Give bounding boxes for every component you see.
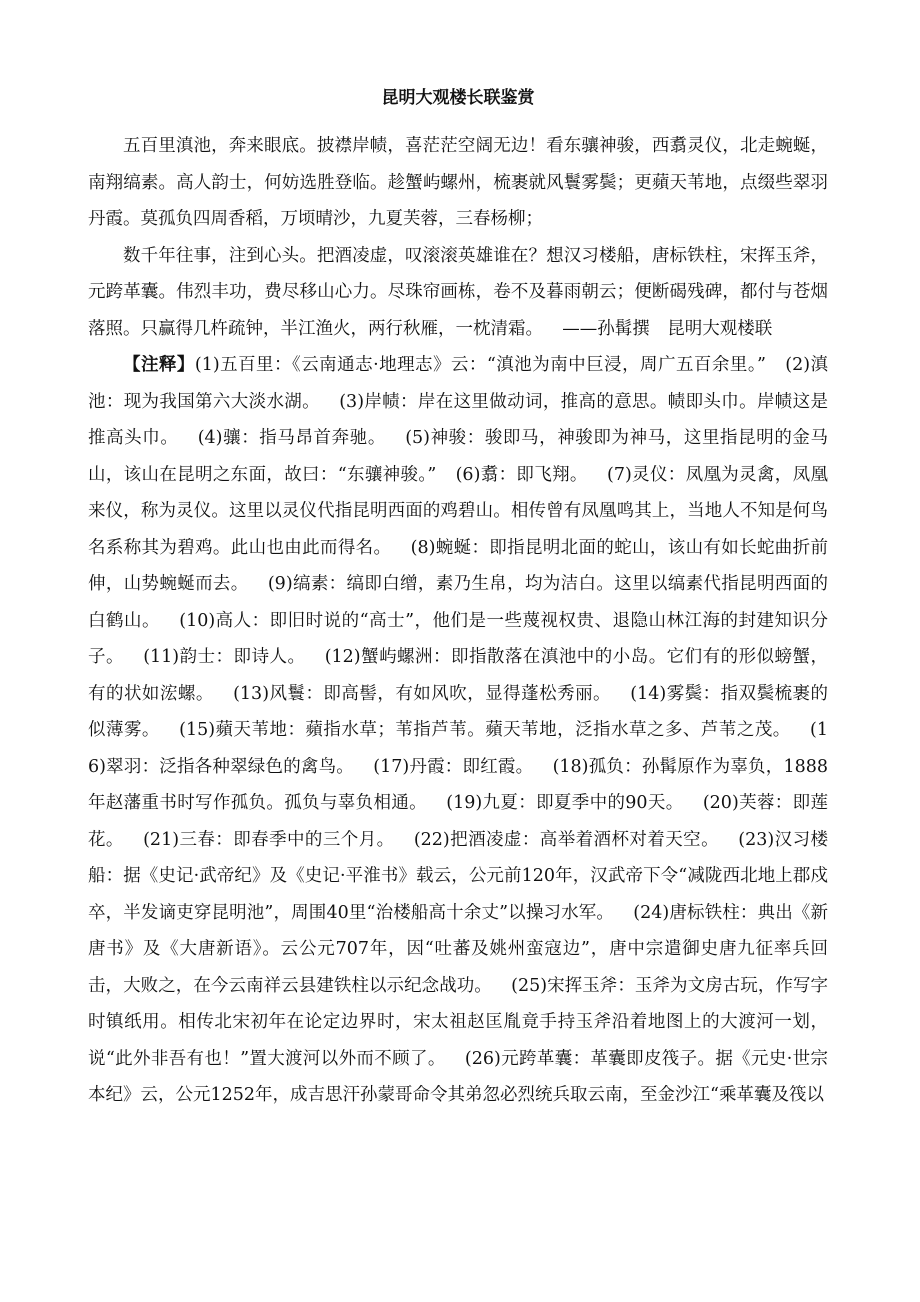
annotations-paragraph	[88, 347, 828, 1114]
annotation-item: (7)灵仪：凤凰为灵禽，凤凰来仪，称为灵仪。这里以灵仪代指昆明西面的鸡碧山。相传曾有凤凰鸣其上，当地人不知是何鸟名系称其为碧鸡。此山也由此而得名。	[88, 464, 828, 558]
annotation-item: (5)神骏：骏即马，神骏即为神马，这里指昆明的金马山，该山在昆明之东面，故曰：“东骧神骏。”	[88, 428, 829, 485]
annotation-item: (4)骧：指马昂首奔驰。	[197, 428, 386, 448]
annotation-item: (11)韵士：即诗人。	[143, 647, 306, 667]
annotations-label: 【注释】	[123, 355, 195, 375]
annotation-item: (12)蟹屿螺洲：即指散落在滇池中的小岛。它们有的形似螃蟹，有的状如浤螺。	[88, 647, 828, 704]
annotation-item: (2)滇池：现为我国第六大淡水湖。	[88, 355, 829, 412]
annotation-item: (6)翥：即飞翔。	[455, 464, 588, 485]
couplet-second-part	[88, 238, 828, 348]
annotation-item: (3)岸帻：岸在这里做动词，推高的意思。帻即头巾。岸帻这是推高头巾。	[88, 391, 828, 448]
annotation-item: (1)五百里：《云南通志·地理志》云：“滇池为南中巨浸，周广五百余里。”	[194, 355, 766, 375]
annotation-item: (8)蜿蜒：即指昆明北面的蛇山，该山有如长蛇曲折前伸，山势蜿蜒而去。	[88, 537, 829, 594]
couplet-attribution: ——孙髯撰 昆明大观楼联	[562, 318, 773, 339]
document-title: 昆明大观楼长联鉴赏	[381, 88, 535, 108]
annotation-item: (16)翠羽：泛指各种翠绿色的禽鸟。	[88, 720, 829, 777]
annotation-item: (10)高人：即旧时说的“高士”，他们是一些蔑视权贵、退隐山林江海的封建知识分子。	[88, 610, 828, 667]
annotation-item: (23)汉习楼船：据《史记·武帝纪》及《史记·平淮书》载云，公元前120年，汉武帝下令“减陇西北地上郡戍卒，半发谪吏穿昆明池”，周围40里“治楼船高十余丈”以操习水军。	[88, 829, 828, 923]
annotation-item: (26)元跨革囊：革囊即皮筏子。据《元史·世宗本纪》云，公元1252年，成吉思汗孙蒙哥命令其弟忽必烈统兵取云南，至金沙江“乘革囊及筏以	[88, 1048, 828, 1105]
annotation-item: (22)把酒凌虚：高举着酒杯对着天空。	[413, 829, 720, 850]
annotation-item: (13)风鬟：即高髻，有如风吹，显得蓬松秀丽。	[233, 683, 612, 704]
annotation-item: (9)缟素：缟即白缯，素乃生帛，均为洁白。这里以缟素代指昆明西面的白鹤山。	[88, 574, 828, 631]
annotation-item: (21)三春：即春季中的三个月。	[143, 829, 395, 850]
annotation-item: (25)宋挥玉斧：玉斧为文房古玩，作写字时镇纸用。相传北宋初年在论定边界时，宋太祖赵匡胤竟手持玉斧沿着地图上的大渡河一划，说“此外非吾有也！”置大渡河以外而不顾了。	[88, 975, 829, 1069]
couplet-second-part-text: 数千年往事，注到心头。把酒凌虚，叹滚滚英雄谁在？想汉习楼船，唐标铁柱，宋挥玉斧，元跨革囊。伟烈丰功，费尽移山心力。尽珠帘画栋，卷不及暮雨朝云；便断碣残碑，都付与苍烟落照。只赢得几杵疏钟，半江渔火，两行秋雁，一枕清霜。	[88, 245, 828, 339]
annotation-item: (20)芙蓉：即莲花。	[88, 793, 828, 850]
annotation-item: (18)孤负：孙髯原作为辜负，1888年赵藩重书时写作孤负。孤负与辜负相通。	[88, 756, 828, 813]
annotation-item: (15)蘋天苇地：蘋指水草；苇指芦苇。蘋天苇地，泛指水草之多、芦苇之茂。	[179, 720, 791, 740]
annotation-item: (17)丹霞：即红霞。	[373, 756, 534, 777]
couplet-first-part: 五百里滇池，奔来眼底。披襟岸帻，喜茫茫空阔无边！看东骧神骏，西翥灵仪，北走蜿蜒，南翔缟素。高人韵士，何妨选胜登临。趁蟹屿螺州，梳裹就风鬟雾鬓；更蘋天苇地，点缀些翠羽丹霞。莫孤负四周香稻，万顷晴沙，九夏芙蓉，三春杨柳；	[88, 136, 828, 229]
annotation-item: (14)雾鬓：指双鬓梳裹的似薄雾。	[88, 683, 829, 740]
annotation-item: (24)唐标铁柱：典出《新唐书》及《大唐新语》。云公元707年，因“吐蕃及姚州蛮寇边”，唐中宗遣御史唐九征率兵回击，大败之，在今云南祥云县建铁柱以示纪念战功。	[88, 902, 828, 996]
annotation-item: (19)九夏：即夏季中的90天。	[446, 793, 684, 813]
